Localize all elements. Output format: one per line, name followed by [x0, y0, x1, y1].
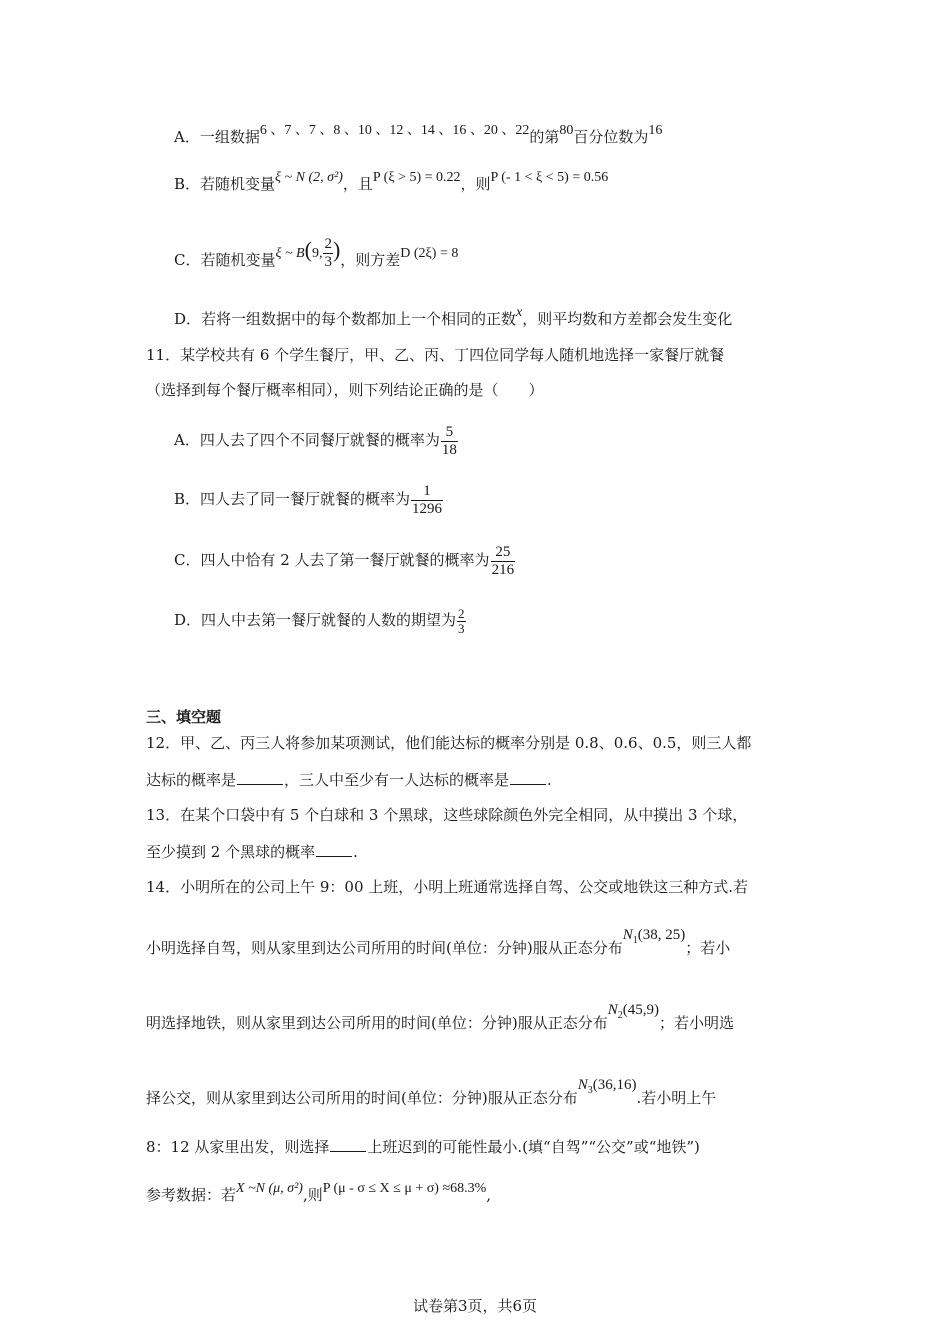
q14-n2-symbol: N: [607, 1002, 618, 1018]
q11a-den: 18: [441, 441, 457, 458]
q10c-dist-lead: ξ ~ B: [275, 246, 305, 261]
q11a-fraction: [441, 424, 458, 459]
q10a-tail: 百分位数为: [573, 128, 649, 146]
q14-blank[interactable]: [330, 1137, 366, 1152]
q10c-dist-a: 9,: [311, 246, 323, 261]
q11a-num: 5: [445, 423, 454, 440]
q14-n1: [622, 927, 686, 946]
q10c-prefix: C．若随机变量: [174, 251, 276, 269]
q12-line2: [146, 770, 552, 790]
q14-n1-args: (38, 25): [637, 927, 686, 943]
q10d-x: x: [516, 305, 523, 320]
q11d-num: 2: [458, 605, 465, 621]
q14-n3: [577, 1077, 637, 1096]
q11c-text: C．四人中恰有 2 人去了第一餐厅就餐的概率为: [174, 551, 490, 569]
q11a-text: A．四人去了四个不同餐厅就餐的概率为: [174, 431, 440, 449]
q10a-prefix: A．一组数据: [174, 128, 260, 146]
section-heading: 三、填空题: [146, 708, 222, 726]
q14-line2-text: 小明选择自驾，则从家里到达公司所用的时间(单位：分钟)服从正态分布: [146, 939, 623, 957]
q10c-fraction: [323, 236, 333, 271]
q14-line5-text: 8：12 从家里出发，则选择: [146, 1138, 330, 1156]
q10b-p2: P (- 1 < ξ < 5) = 0.56: [490, 170, 609, 185]
q10-option-d: [174, 305, 733, 331]
q12-part-a: 达标的概率是: [146, 771, 237, 789]
q11c-fraction: [491, 544, 516, 579]
q12-blank-1[interactable]: [237, 770, 283, 785]
q12-line1: 12．甲、乙、丙三人将参加某项测试，他们能达标的概率分别是 0.8、0.6、0.5，则三人都: [146, 734, 752, 752]
q14-ref-dist: X ~N (μ, σ²): [236, 1181, 303, 1196]
q14-line3: [146, 1002, 734, 1036]
q14-line3-tail: ；若小明选: [658, 1014, 734, 1032]
q11-option-b: [174, 479, 443, 519]
q10c-var: D (2ξ) = 8: [400, 246, 459, 261]
q14-line2-tail: ；若小: [685, 939, 731, 957]
q14-n3-sub: 3: [587, 1085, 593, 1096]
q10b-p1: P (ξ > 5) = 0.22: [372, 170, 461, 185]
q14-ref-label: 参考数据：若: [146, 1186, 237, 1204]
q14-line3-text: 明选择地铁，则从家里到达公司所用的时间(单位：分钟)服从正态分布: [146, 1014, 608, 1032]
q14-line2: [146, 927, 731, 961]
page-footer: 试卷第3页，共6页: [412, 1297, 538, 1315]
q10d-text: D．若将一组数据中的每个数都加上一个相同的正数: [174, 310, 517, 328]
q13-line2: [146, 842, 358, 862]
q10b-then: ，则: [460, 175, 491, 193]
q14-n2: [607, 1002, 659, 1021]
q10a-data: 6 、7 、7 、8 、10 、12 、14 、16 、20 、22: [259, 123, 530, 138]
q14-line4-tail: .若小明上午: [636, 1089, 717, 1107]
q10b-and: ，且: [342, 175, 373, 193]
q14-ref-prob: P (μ - σ ≤ X ≤ μ + σ) ≈68.3%: [322, 1181, 487, 1196]
q10b-dist: ξ ~ N (2, σ²): [275, 170, 343, 185]
q12-part-b: ，三人中至少有一人达标的概率是: [284, 771, 510, 789]
q10c-then: ，则方差: [340, 251, 401, 269]
q11-option-d: [174, 600, 466, 640]
q10-option-b: [174, 170, 609, 196]
q11-option-a: [174, 420, 458, 460]
q14-line4: [146, 1077, 717, 1111]
q11d-den: 3: [458, 620, 465, 636]
q12-blank-2[interactable]: [510, 770, 546, 785]
q14-n1-symbol: N: [622, 927, 633, 943]
q10d-tail: ，则平均数和方差都会发生变化: [522, 310, 733, 328]
q14-line5: [146, 1137, 700, 1157]
q10a-pct: 80: [559, 123, 574, 138]
q11b-fraction: [411, 483, 443, 518]
q14-n3-args: (36,16): [592, 1077, 637, 1093]
q14-ref-end: ,: [486, 1186, 492, 1204]
q14-n3-symbol: N: [577, 1077, 588, 1093]
q10-option-c: C．若随机变量ξ ~ B(9, $\frac{2}{3}$ )，则方差D (2ξ) = 8: [174, 235, 459, 270]
q13-line1: 13．在某个口袋中有 5 个白球和 3 个黑球，这些球除颜色外完全相同，从中摸出 3 个球，: [146, 806, 748, 824]
q10b-prefix: B．若随机变量: [174, 175, 276, 193]
q13-part-a: 至少摸到 2 个黑球的概率: [146, 843, 316, 861]
q12-part-c: .: [547, 771, 552, 789]
q14-line5-tail: 上班迟到的可能性最小.(填“自驾”“公交”或“地铁”): [367, 1138, 700, 1156]
q13-part-b: .: [353, 843, 358, 861]
q14-n2-args: (45,9): [622, 1002, 659, 1018]
q11d-text: D．四人中去第一餐厅就餐的人数的期望为: [174, 611, 457, 629]
q11b-text: B．四人去了同一餐厅就餐的概率为: [174, 490, 411, 508]
q11b-den: 1296: [412, 500, 443, 517]
q10c-num: 2: [324, 235, 332, 252]
q11-option-c: [174, 540, 515, 580]
q11-stem-line2: （选择到每个餐厅概率相同），则下列结论正确的是（ ）: [146, 381, 544, 399]
q13-blank[interactable]: [316, 842, 352, 857]
q14-ref-then: ,则: [302, 1186, 323, 1204]
q14-n2-sub: 2: [617, 1010, 623, 1021]
q10a-ans: 16: [648, 123, 663, 138]
q11-stem-line1: 11．某学校共有 6 个学生餐厅，甲、乙、丙、丁四位同学每人随机地选择一家餐厅就餐: [146, 346, 725, 364]
q11c-den: 216: [491, 561, 515, 578]
q11d-fraction: [457, 607, 466, 636]
q11b-num: 1: [423, 482, 431, 499]
q14-line1: 14．小明所在的公司上午 9：00 上班，小明上班通常选择自驾、公交或地铁这三种方式.若: [146, 878, 749, 896]
q14-line4-text: 择公交，则从家里到达公司所用的时间(单位：分钟)服从正态分布: [146, 1089, 578, 1107]
q10a-mid: 的第: [529, 128, 560, 146]
q14-n1-sub: 1: [632, 935, 638, 946]
q10-option-a: [174, 123, 663, 149]
q11c-num: 25: [495, 543, 511, 560]
q10c-den: 3: [324, 253, 332, 270]
q14-line6: [146, 1181, 492, 1207]
